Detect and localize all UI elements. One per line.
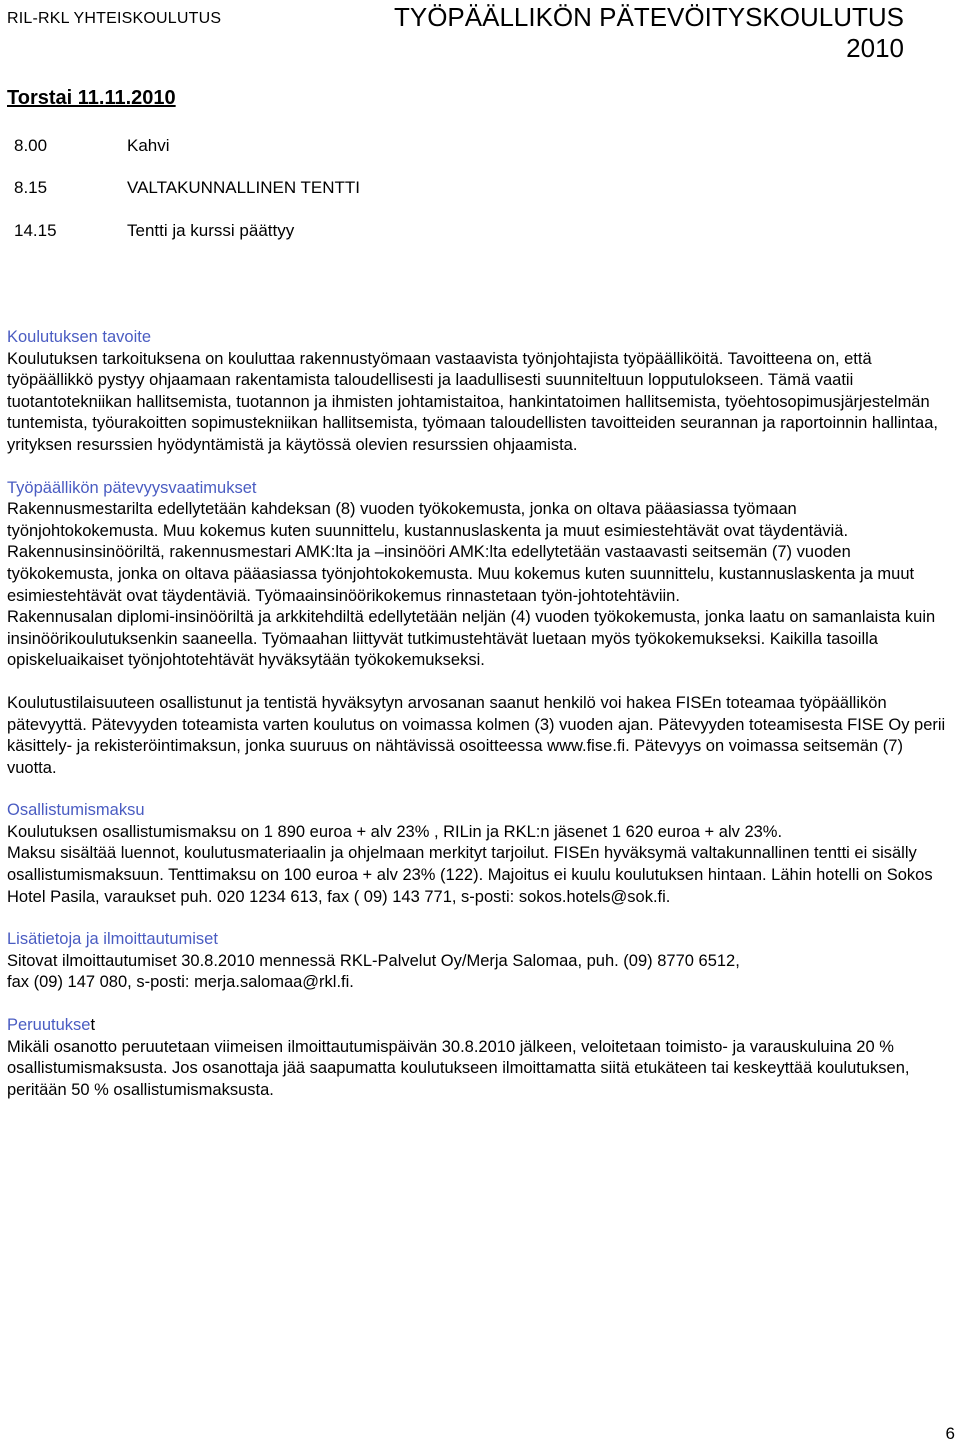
maksu-paragraph: Koulutuksen osallistumismaksu on 1 890 euroa + alv 23% , RILin ja RKL:n jäsenet 1 620 euroa + alv 23%. [7,822,783,841]
spacer [7,457,951,478]
maksu-paragraph: Maksu sisältää luennot, koulutusmateriaalin ja ohjelmaan merkityt tarjoilut. FISEn hyväksymä valtakunnallinen tentti ei sisälly osallistumismaksuun. Tenttimaksu on 100 euroa + alv 23% (122). Majoitus ei kuulu koulutuksen hintaan. Lähin hotelli on Sokos Hotel Pasila, varaukset puh. 020 1234 613, fax ( 09) 143 771, s-posti: sokos.hotels@sok.fi. [7,844,933,906]
header-right-title [304,2,904,64]
vaatimukset-paragraph: Rakennusinsinööriltä, rakennusmestari AMK:lta ja –insinööri AMK:lta edellytetään vastaavasti seitsemän (7) vuoden työkokemusta, jonka on oltava pääasiassa työnjohtokokemusta. Muu kokemus kuten suunnittelu, kustannuslaskenta ja muut esimiestehtävät ovat täydentäviä. Työmaainsinöörikokemus rinnastetaan työn-johtotehtäviin. [7,543,915,605]
spacer [7,908,951,929]
schedule-time: 8.15 [14,178,48,197]
header-right-line2: 2010 [846,33,904,63]
section-title-maksu: Osallistumismaksu [7,801,145,820]
section-title-lisatietoja: Lisätietoja ja ilmoittautumiset [7,930,218,949]
vaatimukset-paragraph: Koulutustilaisuuteen osallistunut ja tentistä hyväksytyn arvosanan saanut henkilö voi hakea FISEn toteamaa työpäällikön pätevyyttä. Pätevyyden toteamista varten koulutus on voimassa kolmen (3) vuoden ajan. Pätevyyden toteamisesta FISE Oy perii käsittely- ja rekisteröintimaksun, jonka suuruus on nähtävissä osoitteessa www.fise.fi. Pätevyys on voimassa seitsemän (7) vuotta. [7,693,946,777]
main-content [7,327,951,1101]
schedule-time: 8.00 [14,136,48,155]
page-header [0,0,960,70]
header-left-title: RIL-RKL YHTEISKOULUTUS [7,10,222,27]
peruutukset-title-last: t [90,1016,96,1035]
schedule-event: VALTAKUNNALLINEN TENTTI [127,178,361,197]
vaatimukset-paragraph: Rakennusalan diplomi-insinööriltä ja arkkitehdiltä edellytetään neljän (4) vuoden työkokemusta, jonka laatu on samanlaista kuin insinöörikoulutuksenkin saaneella. Työmaahan liittyvät tutkimustehtävät luetaan myös työkokemukseksi. Kaikilla tasoilla opiskeluaikaiset työnjohtotehtävät hyväksytään työkokemukseksi. [7,608,936,670]
lisatietoja-line: Sitovat ilmoittautumiset 30.8.2010 mennessä RKL-Palvelut Oy/Merja Salomaa, puh. (09) 8770 6512, [7,951,740,970]
lisatietoja-line: fax (09) 147 080, s-posti: merja.salomaa@rkl.fi. [7,973,354,992]
spacer [7,672,951,693]
section-title-peruutukset [7,1015,951,1037]
peruutukset-text: Mikäli osanotto peruutetaan viimeisen ilmoittautumispäivän 30.8.2010 jälkeen, veloitetaan toimisto- ja varauskuluina 20 % osallistumismaksusta. Jos osanottaja jää saapumatta koulutukseen ilmoittamatta siitä etukäteen tai keskeyttää koulutuksen, peritään 50 % osallistumismaksusta. [7,1037,910,1099]
page-number: 6 [945,1424,955,1443]
schedule-event: Kahvi [127,136,170,155]
peruutukset-title-main: Peruutukse [7,1016,91,1035]
section-title-tavoite: Koulutuksen tavoite [7,328,152,346]
header-right-line1: TYÖPÄÄLLIKÖN PÄTEVÖITYSKOULUTUS [393,2,904,32]
vaatimukset-paragraph: Rakennusmestarilta edellytetään kahdeksan (8) vuoden työkokemusta, jonka on oltava pääasiassa työmaan työnjohtokokemusta. Muu kokemus kuten suunnittelu, kustannuslaskenta ja muut esimiestehtävät ovat täydentäviä. [7,500,849,540]
schedule-time: 14.15 [14,221,57,240]
schedule-event: Tentti ja kurssi päättyy [127,221,295,240]
spacer [7,994,951,1015]
tavoite-text: Koulutuksen tarkoituksena on kouluttaa rakennustyömaan vastaavista työnjohtajista työpäälliköitä. Tavoitteena on, että työpäällikkö pystyy ohjaamaan rakentamista taloudellisesti ja laadullisesti suunniteltuun lopputulokseen. Tämä vaatii tuotantotekniikan hallitsemista, tuotannon ja ihmisten johtamistaitoa, hankintatoimen hallitsemista, työehtosopimusjärjestelmän tuntemista, työurakoitten sopimustekniikan hallitsemista, työmaan taloudellisten tavoitteiden seurannan ja raportoinnin hallintaa, yrityksen resurssien hyödyntämistä ja käytössä olevien resurssien ohjaamista. [7,349,938,454]
section-title-vaatimukset: Työpäällikön pätevyysvaatimukset [7,478,257,497]
spacer [7,779,951,800]
date-heading: Torstai 11.11.2010 [7,87,176,109]
